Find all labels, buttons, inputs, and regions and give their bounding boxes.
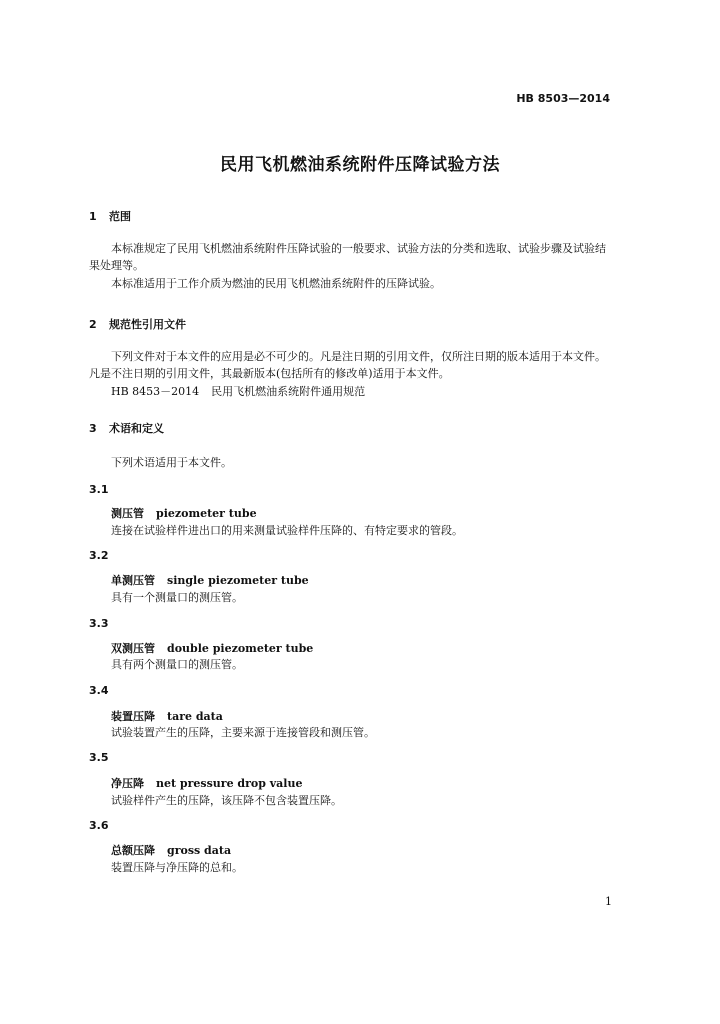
term-english: net pressure drop value bbox=[156, 777, 303, 790]
section-2-paragraph-1: 下列文件对于本文件的应用是必不可少的。凡是注日期的引用文件，仅所注日期的版本适用于本文件。凡是不注日期的引用文件，其最新版本(包括所有的修改单)适用于本文件。 bbox=[89, 350, 606, 380]
term-definition: 具有两个测量口的测压管。 bbox=[111, 658, 243, 671]
section-3-intro: 下列术语适用于本文件。 bbox=[111, 456, 232, 469]
term-heading bbox=[111, 842, 231, 858]
section-title: 规范性引用文件 bbox=[109, 318, 186, 331]
term-heading bbox=[111, 505, 257, 521]
term-definition: 具有一个测量口的测压管。 bbox=[111, 591, 243, 604]
section-3-heading bbox=[89, 420, 164, 436]
reference-code: HB 8453－2014 bbox=[111, 385, 200, 398]
section-1-paragraph-1: 本标准规定了民用飞机燃油系统附件压降试验的一般要求、试验方法的分类和选取、试验步骤及试验结果处理等。 bbox=[89, 242, 606, 272]
term-english: tare data bbox=[167, 710, 223, 723]
section-number: 1 bbox=[89, 210, 97, 223]
section-1-paragraph-2: 本标准适用于工作介质为燃油的民用飞机燃油系统附件的压降试验。 bbox=[111, 277, 441, 290]
term-english: gross data bbox=[167, 844, 232, 857]
term-definition: 连接在试验样件进出口的用来测量试验样件压降的、有特定要求的管段。 bbox=[111, 524, 463, 537]
normative-reference bbox=[111, 384, 365, 400]
term-chinese: 净压降 bbox=[111, 777, 144, 790]
term-number: 3.5 bbox=[89, 751, 109, 764]
term-chinese: 单测压管 bbox=[111, 574, 155, 587]
document-title: 民用飞机燃油系统附件压降试验方法 bbox=[220, 155, 500, 175]
term-chinese: 总额压降 bbox=[111, 844, 155, 857]
term-number: 3.1 bbox=[89, 483, 109, 496]
section-2-heading bbox=[89, 316, 186, 332]
term-english: single piezometer tube bbox=[167, 574, 309, 587]
term-number: 3.3 bbox=[89, 617, 109, 630]
term-english: piezometer tube bbox=[156, 507, 257, 520]
term-heading bbox=[111, 640, 313, 656]
term-chinese: 装置压降 bbox=[111, 710, 155, 723]
term-chinese: 测压管 bbox=[111, 507, 144, 520]
standard-code: HB 8503—2014 bbox=[516, 92, 610, 105]
term-definition: 试验样件产生的压降，该压降不包含装置压降。 bbox=[111, 794, 342, 807]
section-1-heading bbox=[89, 208, 131, 224]
term-english: double piezometer tube bbox=[167, 642, 314, 655]
section-title: 范围 bbox=[109, 210, 131, 223]
term-definition: 装置压降与净压降的总和。 bbox=[111, 861, 243, 874]
term-number: 3.6 bbox=[89, 819, 109, 832]
term-chinese: 双测压管 bbox=[111, 642, 155, 655]
term-heading bbox=[111, 775, 302, 791]
section-number: 3 bbox=[89, 422, 97, 435]
page-number: 1 bbox=[605, 895, 612, 908]
section-number: 2 bbox=[89, 318, 97, 331]
term-heading bbox=[111, 572, 309, 588]
term-number: 3.4 bbox=[89, 684, 109, 697]
term-number: 3.2 bbox=[89, 549, 109, 562]
section-title: 术语和定义 bbox=[109, 422, 164, 435]
reference-title: 民用飞机燃油系统附件通用规范 bbox=[211, 385, 366, 398]
term-heading bbox=[111, 708, 223, 724]
term-definition: 试验装置产生的压降，主要来源于连接管段和测压管。 bbox=[111, 726, 375, 739]
